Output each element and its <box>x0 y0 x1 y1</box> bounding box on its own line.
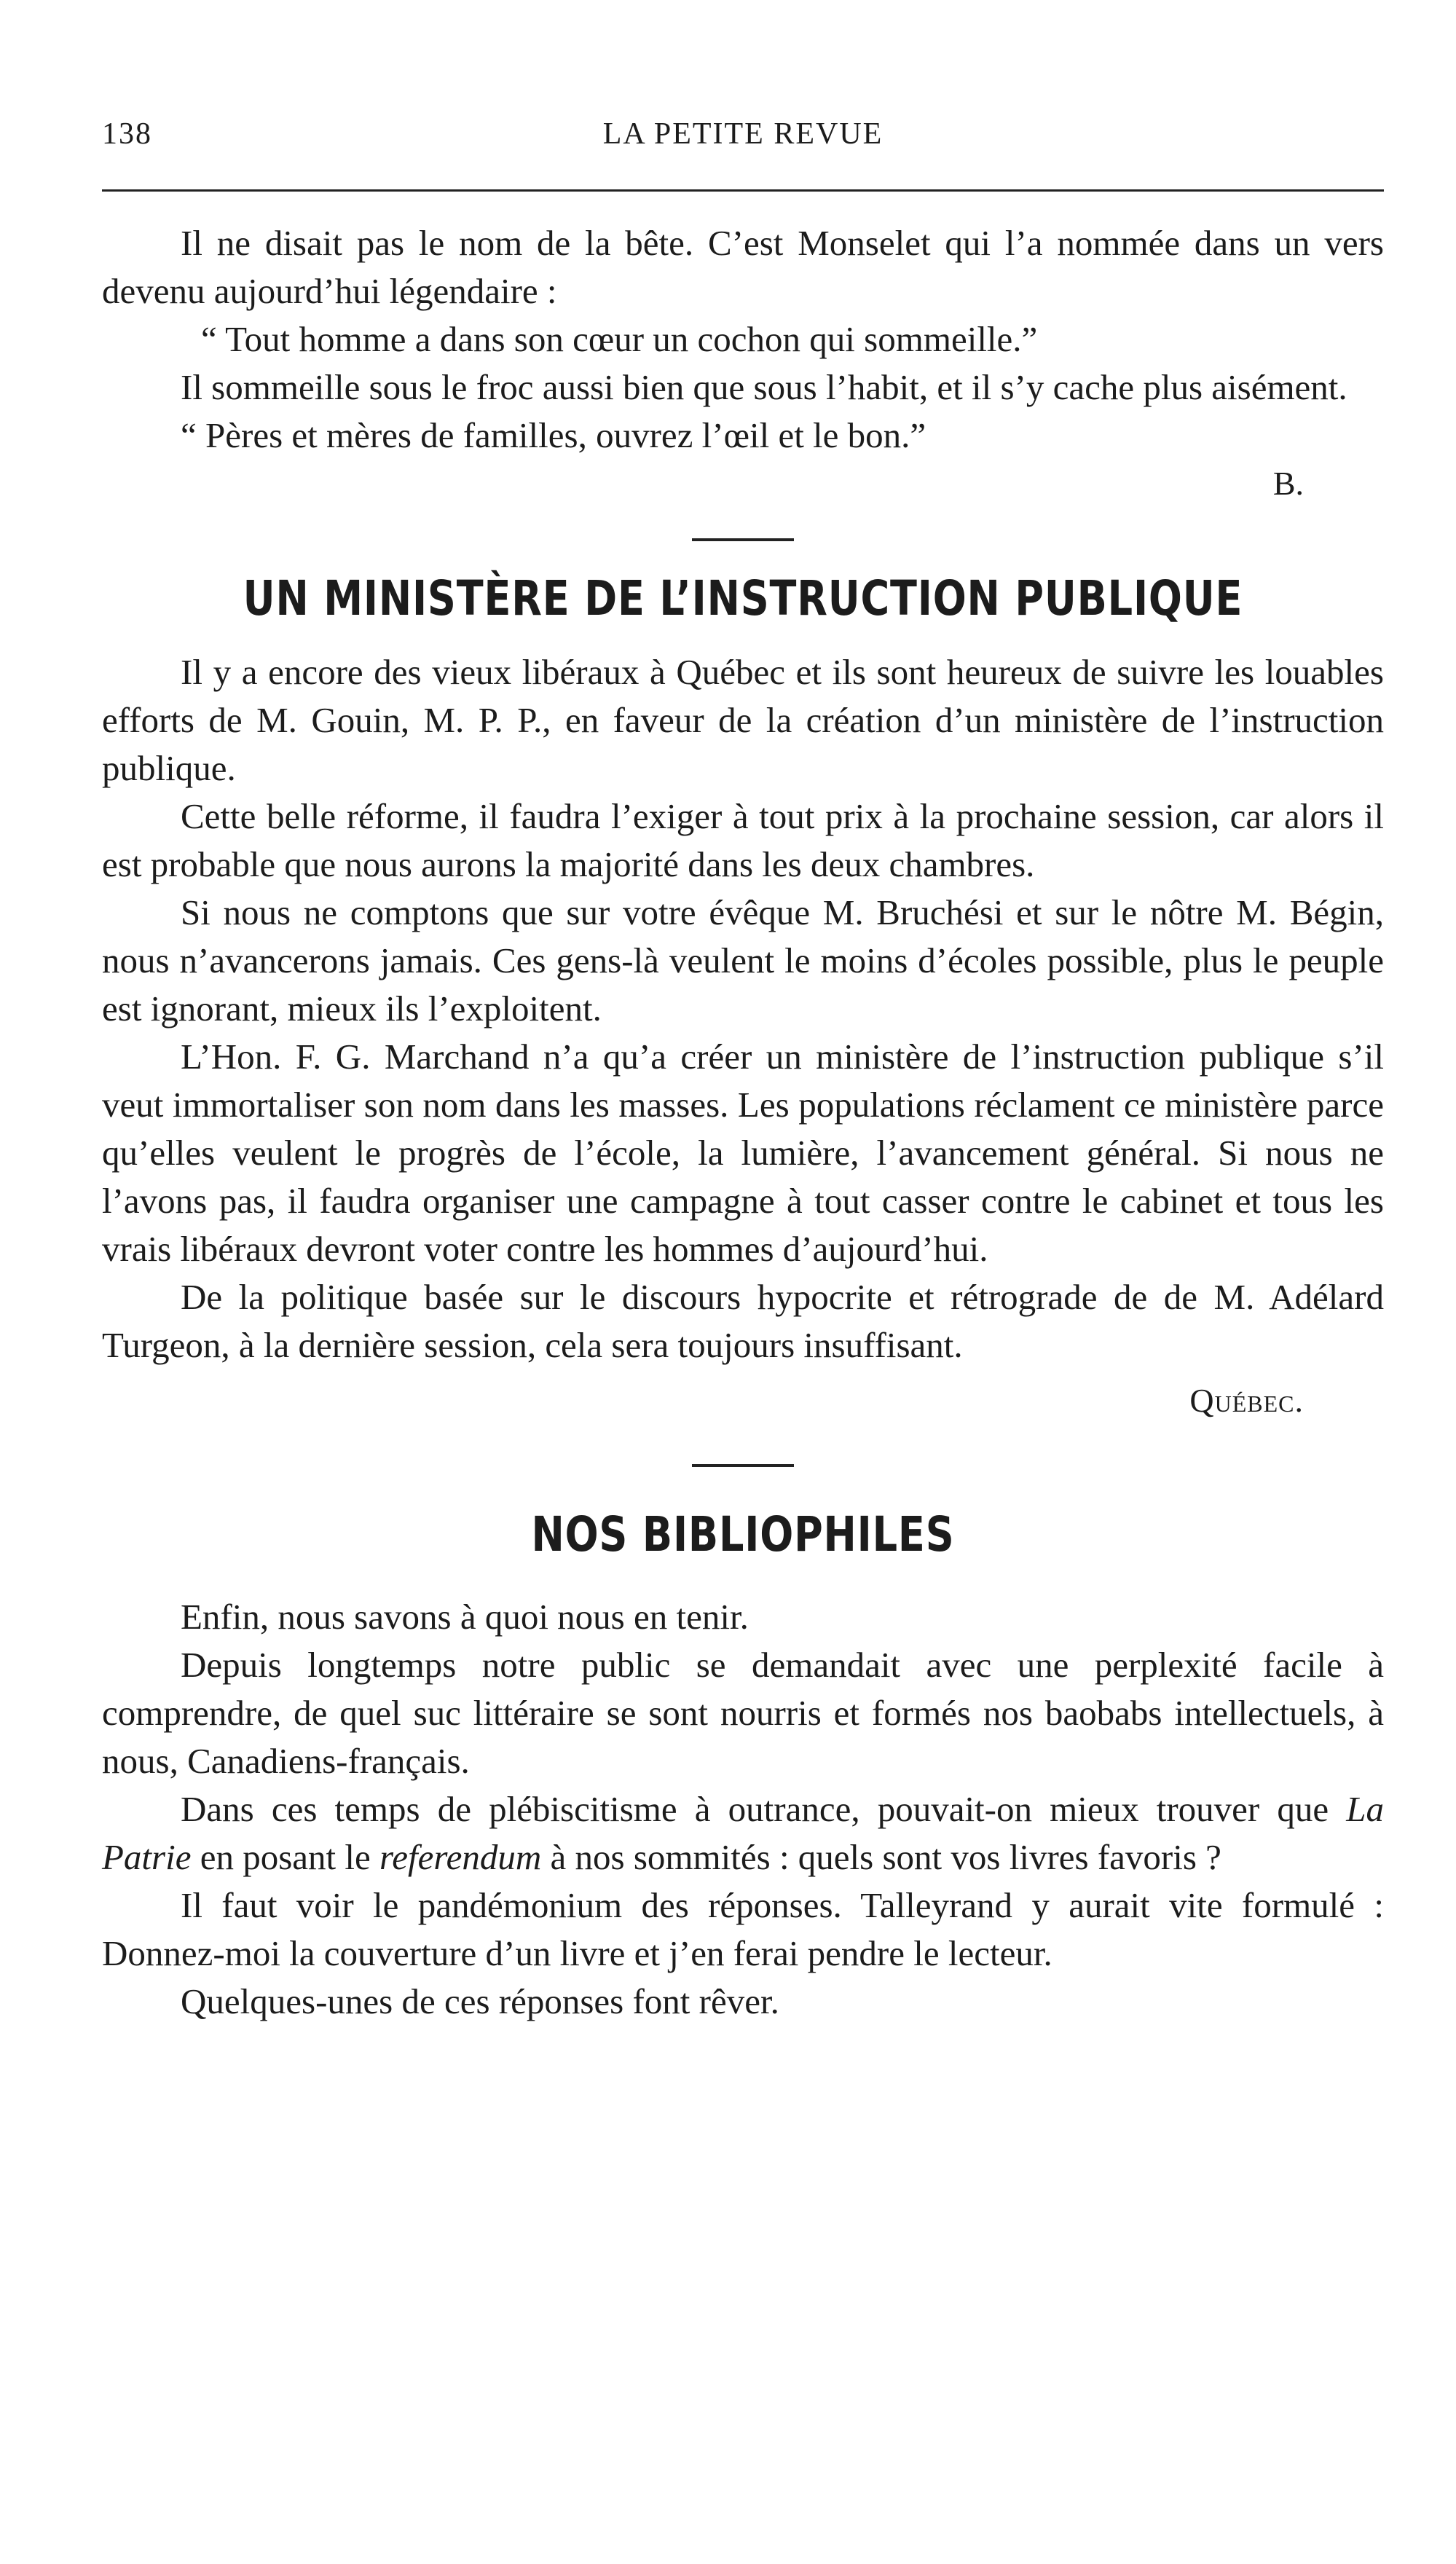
running-head <box>102 117 1384 160</box>
article-body <box>102 648 1384 1369</box>
paragraph <box>102 1785 1384 1881</box>
signature: Québec. <box>1189 1382 1304 1419</box>
journal-title: LA PETITE REVUE <box>602 117 884 151</box>
italic-title: La Patrie <box>102 1789 1384 1877</box>
article-body <box>102 1593 1384 2026</box>
paragraph: L’Hon. F. G. Marchand n’a qu’a créer un ministère de l’instruction publique s’il veut immortaliser son nom dans les masses. Les populations réclament ce ministère parce qu’elles veulent le progrès de l’école, la lumière, l’avancement général. Si nous ne l’avons pas, il faudra organiser une campagne à tout casser contre le cabinet et tous les vrais libéraux devront voter contre les hommes d’aujourd’hui. <box>102 1037 1384 1269</box>
paragraph: Depuis longtemps notre public se demandait avec une perplexité facile à comprendre, de quel suc littéraire se sont nourris et formés nos baobabs intellectuels, à nous, Canadiens-français. <box>102 1645 1384 1781</box>
page-number: 138 <box>102 117 152 151</box>
paragraph: Quelques-unes de ces réponses font rêver. <box>181 1981 779 2021</box>
quotation: “ Pères et mères de familles, ouvrez l’œil et le bon.” <box>181 415 926 455</box>
paragraph: Il y a encore des vieux libéraux à Québec et ils sont heureux de suivre les louables efforts de M. Gouin, M. P. P., en faveur de la création d’un ministère de l’instruction publique. <box>102 652 1384 788</box>
paragraph: Enfin, nous savons à quoi nous en tenir. <box>181 1597 749 1637</box>
italic-term: referendum <box>379 1837 542 1877</box>
article-title: NOS BIBLIOPHILES <box>531 1506 955 1562</box>
quotation: “ Tout homme a dans son cœur un cochon qui sommeille.” <box>201 319 1038 359</box>
text-span: Dans ces temps de plébiscitisme à outrance, pouvait-on mieux trouver que <box>181 1789 1347 1829</box>
text-span: en posant le <box>191 1837 380 1877</box>
article-title: UN MINISTÈRE DE L’INSTRUCTION PUBLIQUE <box>243 570 1243 626</box>
section-divider <box>692 1464 794 1467</box>
paragraph: Il faut voir le pandémonium des réponses. Talleyrand y aurait vite formulé : Donnez-moi la couverture d’un livre et j’en ferai pendre le lecteur. <box>102 1885 1384 1973</box>
section-divider <box>692 538 794 541</box>
book-page <box>102 117 1384 2026</box>
signature: B. <box>1272 465 1304 502</box>
header-rule <box>102 189 1384 192</box>
text-span: à nos sommités : quels sont vos livres favoris ? <box>541 1837 1221 1877</box>
paragraph: De la politique basée sur le discours hypocrite et rétrograde de de M. Adélard Turgeon, à la dernière session, cela sera toujours insuffisant. <box>102 1277 1384 1365</box>
paragraph: Si nous ne comptons que sur votre évêque M. Bruchési et sur le nôtre M. Bégin, nous n’avancerons jamais. Ces gens-là veulent le moins d’écoles possible, plus le peuple est ignorant, mieux ils l’exploitent. <box>102 892 1384 1029</box>
paragraph: Il sommeille sous le froc aussi bien que sous l’habit, et il s’y cache plus aisément. <box>181 367 1347 407</box>
paragraph: Il ne disait pas le nom de la bête. C’est Monselet qui l’a nommée dans un vers devenu aujourd’hui légendaire : <box>102 223 1384 311</box>
intro-text <box>102 219 1384 460</box>
paragraph: Cette belle réforme, il faudra l’exiger à tout prix à la prochaine session, car alors il est probable que nous aurons la majorité dans les deux chambres. <box>102 796 1384 884</box>
